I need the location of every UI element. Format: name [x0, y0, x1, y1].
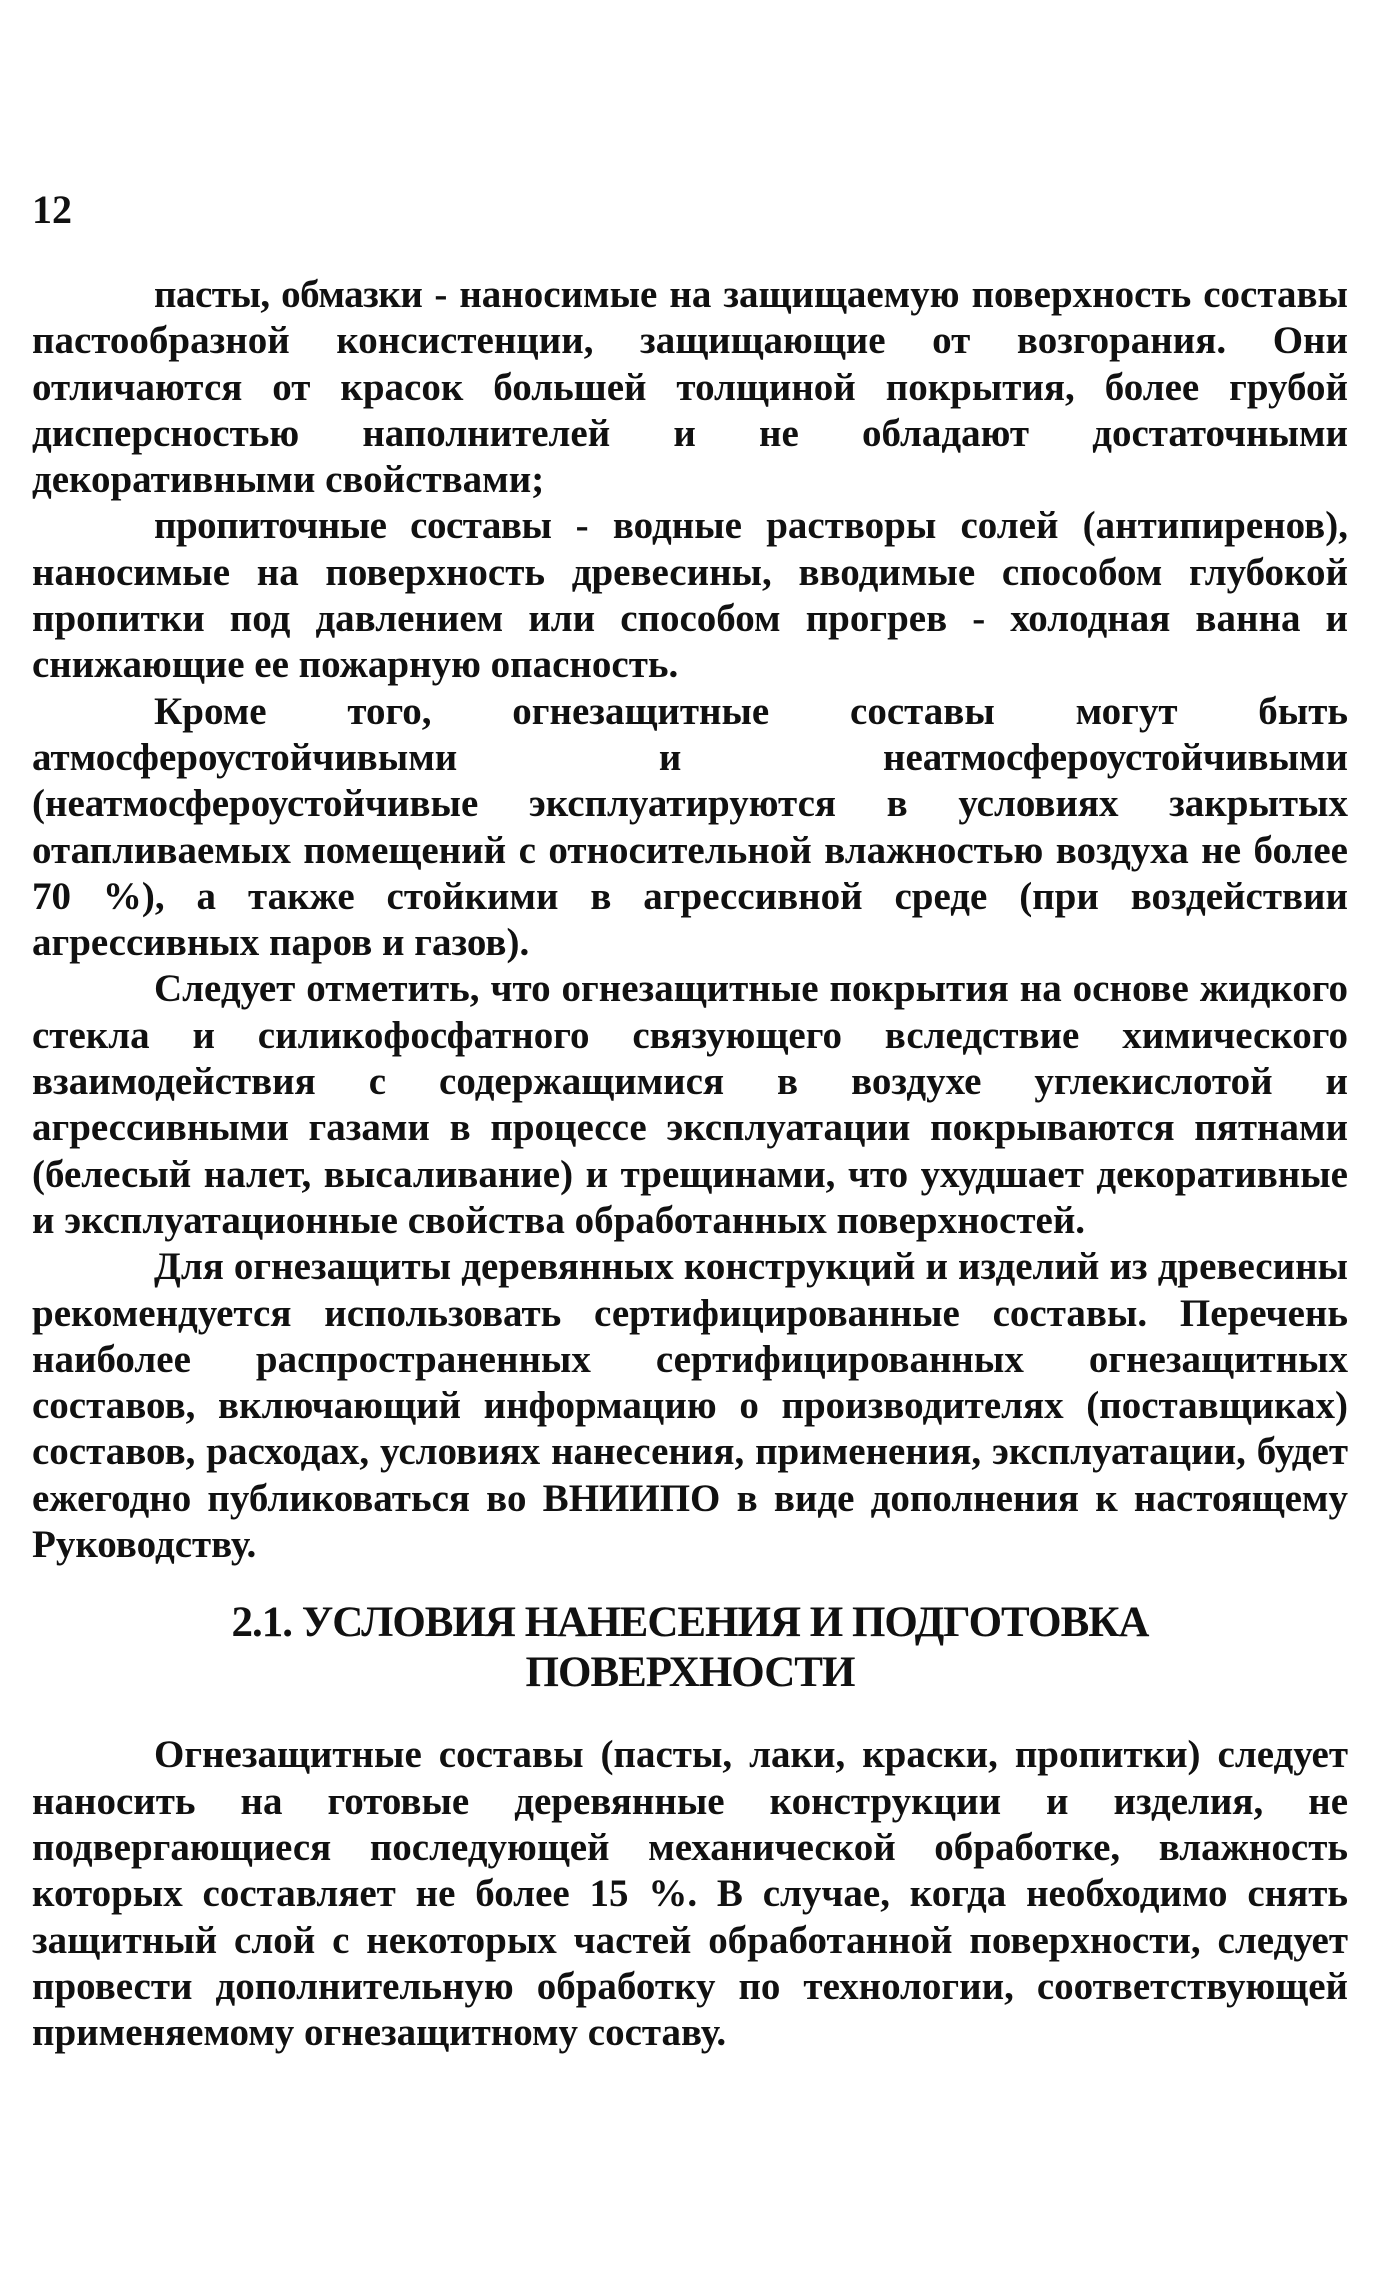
- definition-text: - наносимые на защищаемую поверхность составы пастообразной консистенции, защищающие от возгорания. Они отличаются от красок большей толщиной покрытия, более грубой дисперсностью наполнителей и не обладают достаточными декоративными свойствами;: [32, 273, 1348, 502]
- section-heading-line: 2.1. УСЛОВИЯ НАНЕСЕНИЯ И ПОДГОТОВКА: [231, 1599, 1149, 1647]
- body-text: [32, 272, 1348, 2056]
- body-paragraph: Следует отметить, что огнезащитные покрытия на основе жидкого стекла и силикофосфатного связующего вследствие химического взаимодействия с содержащимися в воздухе углекислотой и агрессивными газами в процессе эксплуатации покрываются пятнами (белесый налет, высаливание) и трещинами, что ухудшает декоративные и эксплуатационные свойства обработанных поверхностей.: [32, 967, 1348, 1242]
- section-heading: [32, 1598, 1348, 1698]
- document-page: [28, 0, 1348, 2284]
- section-heading-line: ПОВЕРХНОСТИ: [525, 1649, 855, 1697]
- page-number: 12: [32, 187, 72, 232]
- body-paragraph: Кроме того, огнезащитные составы могут быть атмосфероустойчивыми и неатмосфероустойчивыми (неатмосфероустойчивые эксплуатируются в условиях закрытых отапливаемых помещений с относительной влажностью воздуха не более 70 %), а также стойкими в агрессивной среде (при воздействии агрессивных паров и газов).: [32, 689, 1348, 965]
- body-paragraph: Для огнезащиты деревянных конструкций и изделий из древесины рекомендуется использовать сертифицированные составы. Перечень наиболее распространенных сертифицированных огнезащитных составов, включающий информацию о производителях (поставщиках) составов, расходах, условиях нанесения, применения, эксплуатации, будет ежегодно публиковаться во ВНИИПО в виде дополнения к настоящему Руководству.: [32, 1245, 1348, 1567]
- definition-paragraph: [32, 503, 1348, 688]
- definition-term: пасты, обмазки: [154, 273, 423, 316]
- definition-paragraph: [32, 272, 1348, 503]
- definition-text: - водные растворы солей (антипиренов), наносимые на поверхность древесины, вводимые способом глубокой пропитки под давлением или способом прогрев - холодная ванна и снижающие ее пожарную опасность.: [32, 504, 1348, 687]
- section-paragraph: Огнезащитные составы (пасты, лаки, краски, пропитки) следует наносить на готовые деревянные конструкции и изделия, не подвергающиеся последующей механической обработке, влажность которых составляет не более 15 %. В случае, когда необходимо снять защитный слой с некоторых частей обработанной поверхности, следует провести дополнительную обработку по технологии, соответствующей применяемому огнезащитному составу.: [32, 1733, 1348, 2055]
- definition-term: пропиточные составы: [154, 504, 552, 548]
